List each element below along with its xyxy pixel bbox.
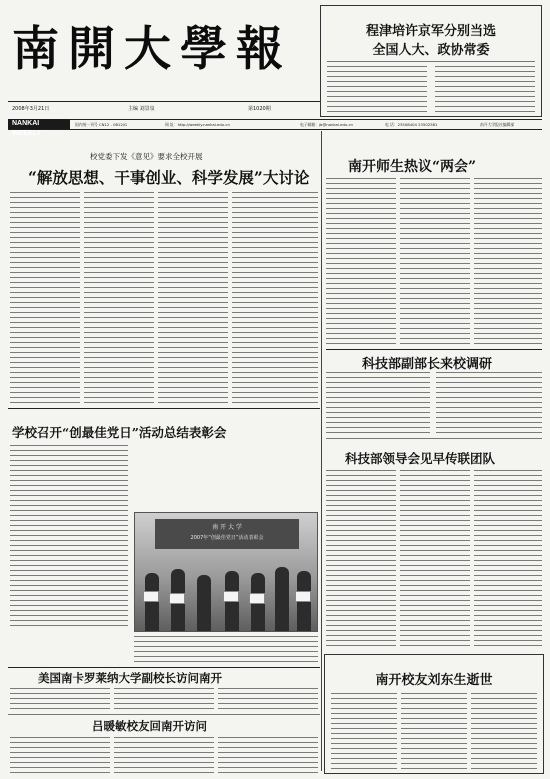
lianghui-body-col1 <box>326 178 396 344</box>
lead-body-col1 <box>10 192 80 404</box>
lu-body-col3 <box>218 737 318 773</box>
info-bar-rule-bottom <box>8 129 542 130</box>
lead-body-col2 <box>84 192 154 404</box>
keji-xuanchuan-headline: 科技部领导会见早传联团队 <box>345 451 496 466</box>
rule-nanka-bottom <box>8 714 320 715</box>
photo-banner <box>155 519 299 549</box>
photo-certificate <box>223 591 239 602</box>
info-bar-cn-number: 国内统一刊号 CN12 - 0812/G <box>75 122 127 127</box>
masthead-title: 南開大學報 <box>12 22 292 77</box>
lu-body-col1 <box>10 737 110 773</box>
photo-person <box>145 573 159 631</box>
keji-xuanchuan-body-col3 <box>474 470 542 650</box>
lu-body-col2 <box>114 737 214 773</box>
obit-body-col1 <box>331 693 397 769</box>
photo-banner-line1: 南 开 大 学 <box>212 524 242 531</box>
top-right-headline-2: 全国人大、政协常委 <box>372 43 490 58</box>
obit-body-col2 <box>401 693 467 769</box>
info-bar-publisher: 南开大学报社编辑部 <box>480 122 515 127</box>
photo-certificate <box>169 593 185 604</box>
rule-keji-split <box>326 438 542 439</box>
info-bar-rule-top <box>70 119 542 120</box>
photo-person <box>275 567 289 631</box>
dangyuan-body-lower <box>134 636 318 664</box>
dangyuan-body-col1 <box>10 445 128 630</box>
dangyuan-headline: 学校召开“创最佳党日”活动总结表彰会 <box>12 425 227 440</box>
lead-headline: “解放思想、干事创业、科学发展”大讨论 <box>28 168 310 187</box>
lead-kicker: 校党委下发《意见》要求全校开展 <box>90 152 203 161</box>
top-right-rule <box>327 61 535 62</box>
nanka-headline: 美国南卡罗莱纳大学副校长访问南开 <box>38 671 222 685</box>
obit-headline: 南开校友刘东生逝世 <box>375 673 493 688</box>
rule-lead-bottom <box>8 408 320 409</box>
photo-certificate <box>295 591 311 602</box>
event-photo <box>134 512 318 632</box>
info-bar-phone: 电 话：23508404 23502581 <box>385 122 438 127</box>
keji-xuanchuan-body-col2 <box>400 470 470 650</box>
photo-banner-line2: 2007年“创最佳党日”活动表彰会 <box>190 535 264 541</box>
rule-dangyuan-bottom <box>8 667 320 668</box>
photo-person <box>197 575 211 631</box>
lianghui-body-col3 <box>474 178 542 344</box>
keji-xuanchuan-body-col1 <box>326 470 396 650</box>
keji-tiaoyan-body-col2 <box>436 372 542 434</box>
info-bar-label: NANKAI WEEKLY <box>8 119 70 129</box>
photo-certificate <box>143 591 159 602</box>
nanka-body-col2 <box>114 688 214 712</box>
top-right-headline-1: 程津培许京军分别当选 <box>365 24 496 39</box>
lead-body-col3 <box>158 192 228 404</box>
top-right-body-left <box>327 66 427 114</box>
keji-tiaoyan-headline: 科技部副部长来校调研 <box>362 357 493 372</box>
lianghui-body-col2 <box>400 178 470 344</box>
info-bar-website[interactable]: 网 址：http://weekly.nankai.edu.cn <box>165 122 230 127</box>
obit-box <box>324 654 544 774</box>
masthead-editor: 主编 刘景泉 <box>128 106 155 112</box>
photo-certificate <box>249 593 265 604</box>
masthead-meta-rule <box>8 101 320 102</box>
obit-body-col3 <box>471 693 537 769</box>
lianghui-headline: 南开师生热议“两会” <box>348 159 477 175</box>
top-right-body-right <box>435 66 535 114</box>
lu-headline: 吕暖敏校友回南开访问 <box>92 719 207 733</box>
info-bar-email[interactable]: 电子邮箱：jb@nankai.edu.cn <box>300 122 353 127</box>
keji-tiaoyan-body-col1 <box>326 372 430 434</box>
top-right-box <box>320 5 542 117</box>
nanka-body-col1 <box>10 688 110 712</box>
lead-body-col4 <box>232 192 318 404</box>
rule-lianghui-bottom <box>326 349 542 350</box>
nanka-body-col3 <box>218 688 318 712</box>
column-divider-main <box>321 131 322 771</box>
masthead-date: 2008年3月21日 <box>12 106 50 112</box>
masthead-issue: 第1020期 <box>248 106 271 112</box>
